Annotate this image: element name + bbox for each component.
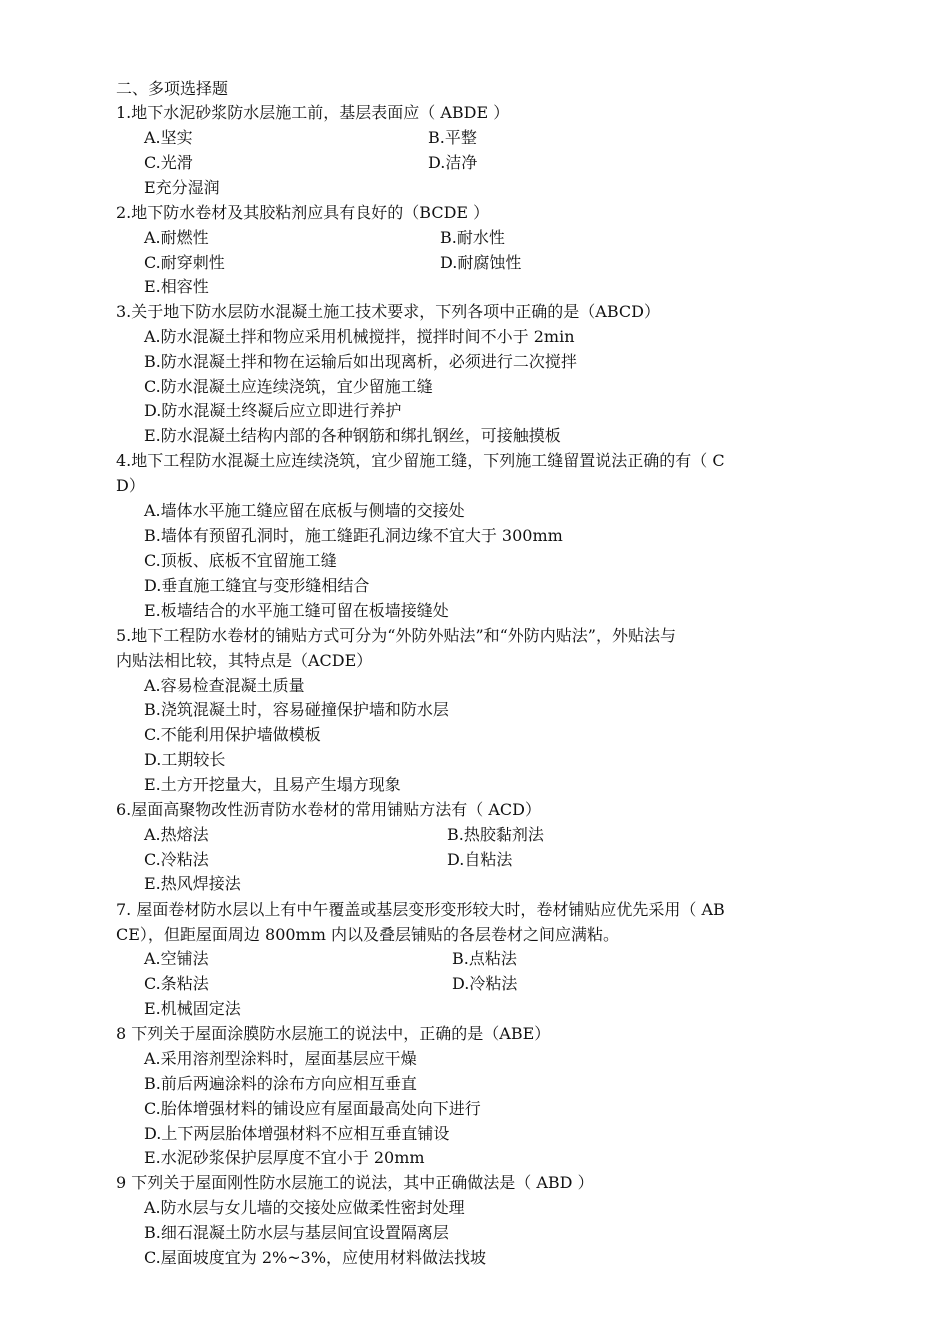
question-4-stem-line-1: 4.地下工程防水混凝土应连续浇筑，宜少留施工缝，下列施工缝留置说法正确的有（ C xyxy=(116,451,725,470)
question-5-option-e: E.土方开挖量大，且易产生塌方现象 xyxy=(144,775,401,794)
question-5-stem-line-2: 内贴法相比较，其特点是（ACDE） xyxy=(116,651,373,670)
question-4-option-c: C.顶板、底板不宜留施工缝 xyxy=(144,551,337,570)
question-1-stem: 1.地下水泥砂浆防水层施工前，基层表面应（ ABDE ） xyxy=(116,103,510,122)
question-1-option-d: D.洁净 xyxy=(428,153,478,172)
question-2-option-b: B.耐水性 xyxy=(440,228,505,247)
question-6-option-e: E.热风焊接法 xyxy=(144,874,241,893)
question-6-option-a: A.热熔法 xyxy=(144,825,209,844)
question-8-option-a: A.采用溶剂型涂料时，屋面基层应干燥 xyxy=(144,1049,417,1068)
question-9-option-b: B.细石混凝土防水层与基层间宜设置隔离层 xyxy=(144,1223,449,1242)
question-7-option-d: D.冷粘法 xyxy=(452,974,518,993)
question-4-option-b: B.墙体有预留孔洞时，施工缝距孔洞边缘不宜大于 300mm xyxy=(144,526,563,545)
question-2-option-d: D.耐腐蚀性 xyxy=(440,253,522,272)
question-3-option-c: C.防水混凝土应连续浇筑，宜少留施工缝 xyxy=(144,377,433,396)
question-7-option-a: A.空铺法 xyxy=(144,949,209,968)
question-3-option-d: D.防水混凝土终凝后应立即进行养护 xyxy=(144,401,402,420)
question-7-stem-line-1: 7. 屋面卷材防水层以上有中午覆盖或基层变形变形较大时，卷材铺贴应优先采用（ AB xyxy=(116,900,725,919)
question-4-option-d: D.垂直施工缝宜与变形缝相结合 xyxy=(144,576,370,595)
question-2-option-e: E.相容性 xyxy=(144,277,209,296)
question-3-option-e: E.防水混凝土结构内部的各种钢筋和绑扎钢丝，可接触摸板 xyxy=(144,426,561,445)
question-7-stem-line-2: CE），但距屋面周边 800mm 内以及叠层铺贴的各层卷材之间应满粘。 xyxy=(116,925,619,944)
question-2-stem: 2.地下防水卷材及其胶粘剂应具有良好的（BCDE ） xyxy=(116,203,490,222)
question-5-option-a: A.容易检查混凝土质量 xyxy=(144,676,305,695)
question-4-stem-line-2: D） xyxy=(116,476,145,495)
section-title: 二、多项选择题 xyxy=(116,79,229,98)
question-6-option-b: B.热胶黏剂法 xyxy=(447,825,544,844)
question-6-option-c: C.冷粘法 xyxy=(144,850,209,869)
question-8-stem: 8 下列关于屋面涂膜防水层施工的说法中，正确的是（ABE） xyxy=(116,1024,551,1043)
question-5-option-c: C.不能利用保护墙做模板 xyxy=(144,725,321,744)
question-1-option-c: C.光滑 xyxy=(144,153,193,172)
question-3-stem: 3.关于地下防水层防水混凝土施工技术要求，下列各项中正确的是（ABCD） xyxy=(116,302,660,321)
question-5-option-d: D.工期较长 xyxy=(144,750,226,769)
question-1-option-e: E充分湿润 xyxy=(144,178,220,197)
question-8-option-d: D.上下两层胎体增强材料不应相互垂直铺设 xyxy=(144,1124,450,1143)
question-8-option-b: B.前后两遍涂料的涂布方向应相互垂直 xyxy=(144,1074,417,1093)
question-7-option-b: B.点粘法 xyxy=(452,949,517,968)
question-4-option-a: A.墙体水平施工缝应留在底板与侧墙的交接处 xyxy=(144,501,465,520)
question-8-option-c: C.胎体增强材料的铺设应有屋面最高处向下进行 xyxy=(144,1099,481,1118)
question-1-option-a: A.坚实 xyxy=(144,128,193,147)
question-2-option-a: A.耐燃性 xyxy=(144,228,209,247)
question-3-option-b: B.防水混凝土拌和物在运输后如出现离析，必须进行二次搅拌 xyxy=(144,352,577,371)
question-6-stem: 6.屋面高聚物改性沥青防水卷材的常用铺贴方法有（ ACD） xyxy=(116,800,541,819)
question-3-option-a: A.防水混凝土拌和物应采用机械搅拌，搅拌时间不小于 2min xyxy=(144,327,575,346)
question-9-option-a: A.防水层与女儿墙的交接处应做柔性密封处理 xyxy=(144,1198,465,1217)
question-7-option-e: E.机械固定法 xyxy=(144,999,241,1018)
question-9-stem: 9 下列关于屋面刚性防水层施工的说法，其中正确做法是（ ABD ） xyxy=(116,1173,594,1192)
question-7-option-c: C.条粘法 xyxy=(144,974,209,993)
question-5-option-b: B.浇筑混凝土时，容易碰撞保护墙和防水层 xyxy=(144,700,449,719)
question-2-option-c: C.耐穿刺性 xyxy=(144,253,225,272)
question-9-option-c: C.屋面坡度宜为 2%~3%，应使用材料做法找坡 xyxy=(144,1248,487,1267)
question-6-option-d: D.自粘法 xyxy=(447,850,513,869)
question-1-option-b: B.平整 xyxy=(428,128,477,147)
question-8-option-e: E.水泥砂浆保护层厚度不宜小于 20mm xyxy=(144,1148,425,1167)
question-5-stem-line-1: 5.地下工程防水卷材的铺贴方式可分为“外防外贴法”和“外防内贴法”，外贴法与 xyxy=(116,626,676,645)
question-4-option-e: E.板墙结合的水平施工缝可留在板墙接缝处 xyxy=(144,601,449,620)
